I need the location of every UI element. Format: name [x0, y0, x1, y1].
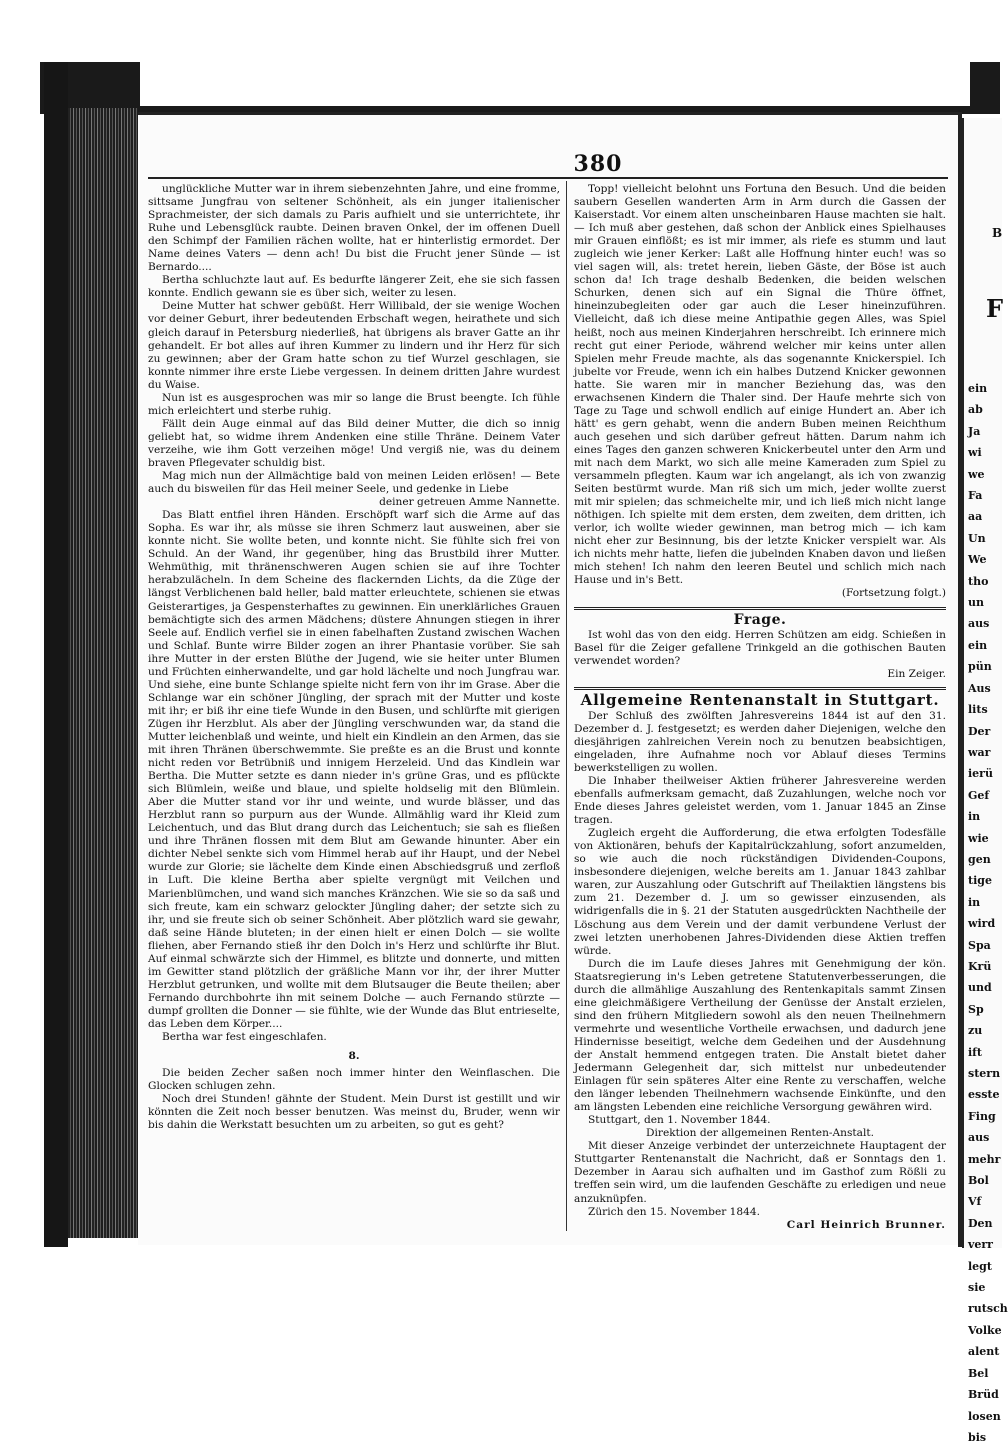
story-paragraph: Fällt dein Auge einmal auf das Bild deiner Mutter, die dich so innig geliebt hat, so widme ihrem Andenken eine stille Thräne. Deinem Vater verzeihe, wie ihm Gott verzeihen möge! Und vergiß nie, was du deinem braven Pflegevater schuldig bist.: [148, 417, 560, 469]
facing-page-word: Krü: [968, 959, 992, 973]
story-paragraph: unglückliche Mutter war in ihrem siebenzehnten Jahre, und eine fromme, sittsame Jungfrau von seltener Schönheit, als ein junger italienischer Sprachmeister, der sich damals zu Paris aufhielt und sie unterrichtete, ihr Ruhe und Lebensglück raubte. Deinen braven Onkel, der im offenen Duell den Schimpf der Familien rächen wollte, hat er hinterlistig ermordet. Der Name deines Vaters — denn ach! Du bist die Frucht jener Sünde — ist Bernardo....: [148, 183, 560, 274]
question-signer: Ein Zeiger.: [887, 667, 946, 680]
facing-page-word: Ja: [968, 424, 981, 438]
facing-page-word: in: [968, 895, 981, 909]
question-text: Ist wohl das von den eidg. Herren Schützen am eidg. Schießen in Basel für die Zeiger gefallene Trinkgeld an die gothischen Bauten verwendet worden?: [574, 628, 946, 667]
facing-page-word: sie: [968, 1281, 986, 1295]
facing-page-word: un: [968, 596, 984, 610]
story-paragraph: Das Blatt entfiel ihren Händen. Erschöpft warf sich die Arme auf das Sopha. Es war ihr, als müsse sie ihren Schmerz laut ausweinen, aber sie konnte nicht. Sie wollte beten, und konnte nicht. Sie fühlte sich frei von Schuld. An der Wand, ihr gegenüber, hing das Brustbild ihrer Mutter. Wehmüthig, mit thränenschweren Augen schien sie auf ihre Tochter herabzulächeln. In dem Scheine des flackernden Lichts, da die Züge der längst Verblichenen bald heller, bald matter erleuchtete, schienen sie etwas Geisterartiges, ja Gespensterhaftes zu gewinnen. Ein unerklärliches Grauen bemächtigte sich des armen Mädchens; düstere Ahnungen stiegen in ihrer Seele auf. Endlich verfiel sie in einen fabelhaften Zustand zwischen Wachen und Schlaf. Bunte wirre Bilder zogen an ihrer Phantasie vorüber. Sie sah ihre Mutter in der ersten Blüthe der Jugend, wie sie heiter unter Blumen und Früchten einherwandelte, und gar hold lächelte und noch Jungfrau war. Und siehe, eine bunte Schlange spielte nicht fern von ihr im Grase. Aber die Schlange war ein schöner Jüngling, der sprach mit der Mutter und koste mit ihr; er biß ihr eine tiefe Wunde in den Busen, und schlürfte mit gierigen Zügen ihr Herzblut. Als aber der Jüngling verschwunden war, da stand die Mutter leichenblaß und weinte, und hielt ein Kindlein an den Armen, das sie mit ihren Thränen überschwemmte. Sie preßte es an die Brust und konnte nicht reden vor Betrübniß und innigem Herzeleid. Und das Kindlein war Bertha. Die Mutter setzte es dann nieder in's grüne Gras, und es pflückte sich Blümlein, weiße und blaue, und spielte holdselig mit den Blümlein. Aber die Mutter stand vor ihr und weinte, und wurde blässer, und das Herzblut rann so purpurn aus der Wunde. Allmählig ward ihr Kleid zum Leichentuch, und das Blut drang durch das Leichentuch; sie sah es fließen und ihre Thränen flossen mit dem Blut am Gewande hinunter. Aber ein dichter Nebel senkte sich vom Himmel herab auf ihr Haupt, und der Nebel wurde zur Glorie; sie lächelte dem Kinde einen Abschiedsgruß und zerfloß in Luft. Die kleine Bertha aber spielte vergnügt mit Veilchen und Marienblümchen, und wand sich manches Kränzchen. Wie sie so da saß und sich freute, kam ein schwarz gelockter Jüngling daher; der setzte sich zu ihr, und sie freute sich ob seiner Schönheit. Aber plötzlich ward sie gewahr, daß seine Hände bluteten; in der einen hielt er einen Dolch — sie wollte fliehen, aber Fernando stieß ihr den Dolch in's Herz und schlürfte ihr Blut. Auf einmal schwärzte sich der Himmel, es blitzte und donnerte, und mitten im Gewitter stand plötzlich der gräßliche Mann vor ihr, der ihrer Mutter Herzblut getrunken, und wollte mit dem Blutsauger die Beute theilen; aber Fernando durchbohrte ihn mit seinem Dolche — auch Fernando stürzte — dumpf grollten die Donner — sie fühlte, wie der Wunde das Blut entrieselte, das Leben dem Körper....: [148, 509, 560, 1030]
story-paragraphs-part3: [148, 1067, 560, 1132]
story-paragraph: Die beiden Zecher saßen noch immer hinter den Weinflaschen. Die Glocken schlugen zehn.: [148, 1067, 560, 1093]
page-number: 380: [563, 151, 633, 179]
notice-agent-signature: Carl Heinrich Brunner.: [786, 1218, 946, 1231]
facing-page-word: aa: [968, 510, 983, 524]
notice-agent-paragraph: Mit dieser Anzeige verbindet der unterzeichnete Hauptagent der Stuttgarter Rentenanstalt die Nachricht, daß er Sonntags den 1. Dezember in Aarau sich aufhalten und im Gasthof zum Rößli zu treffen sein wird, um die laufenden Geschäfte zu erledigen und neue anzuknüpfen.: [574, 1140, 946, 1205]
notice-paragraph: Der Schluß des zwölften Jahresvereins 1844 ist auf den 31. Dezember d. J. festgesetzt; es werden daher Diejenigen, welche den diesjährigen zahlreichen Verein noch zu benutzen beabsichtigen, eingeladen, ihre Aufnahme noch vor Ablauf dieses Termins bewerkstelligen zu wollen.: [574, 709, 946, 774]
story-paragraphs-part2: [148, 509, 560, 1044]
story-paragraphs-part1: [148, 183, 560, 496]
story-paragraph: Bertha schluchzte laut auf. Es bedurfte längerer Zeit, ehe sie sich fassen konnte. Endlich gewann sie es über sich, weiter zu lesen.: [148, 274, 560, 300]
facing-page-word: zu: [968, 1024, 983, 1038]
scan-background-gap: [140, 62, 970, 106]
facing-page-word: Der: [968, 724, 991, 738]
facing-page-words: [964, 378, 1008, 1448]
facing-page-word: ift: [968, 1045, 982, 1059]
facing-page-word: Spa: [968, 938, 991, 952]
facing-page-word: legt: [968, 1259, 992, 1273]
notice-paragraph: Die Inhaber theilweiser Aktien früherer Jahresvereine werden ebenfalls aufmerksam gemacht, daß Zuzahlungen, welche noch vor Ende dieses Jahres geleistet werden, vom 1. Januar 1845 an Zinse tragen.: [574, 775, 946, 827]
facing-page-word: pün: [968, 660, 992, 674]
story-paragraph: Nun ist es ausgesprochen was mir so lange die Brust beengte. Ich fühle mich erleichtert und sterbe ruhig.: [148, 391, 560, 417]
facing-page-word: mehr: [968, 1152, 1001, 1166]
facing-page-word: Sp: [968, 1002, 984, 1016]
left-column: [148, 183, 560, 1132]
column-divider: [566, 181, 567, 1231]
facing-page-word: wird: [968, 917, 996, 931]
facing-page-word: und: [968, 981, 992, 995]
facing-page-word: aus: [968, 1131, 990, 1145]
letter-closing: deiner getreuen Amme Nannette.: [379, 496, 560, 509]
book-page-edges: [68, 108, 138, 1238]
facing-page-word: gen: [968, 852, 991, 866]
facing-page-word: ab: [968, 403, 983, 417]
facing-page-word: Den: [968, 1216, 993, 1230]
facing-page-word: wi: [968, 446, 982, 460]
story-paragraph: Mag mich nun der Allmächtige bald von meinen Leiden erlösen! — Bete auch du bisweilen für das Heil meiner Seele, und gedenke in Liebe: [148, 470, 560, 496]
newspaper-page: [138, 112, 958, 1245]
notice-paragraph: Durch die im Laufe dieses Jahres mit Genehmigung der kön. Staatsregierung in's Leben getretene Statutenverbesserungen, die durch die allmählige Auszahlung des Rentenkapitals sammt Zinsen eine gleichmäßigere Vertheilung der Genüsse der Anstalt erzielen, sind den frühern Mitgliedern sowohl als den neuen Theilnehmern vermehrte und wesentliche Vortheile erwachsen, und dadurch jene Hindernisse beseitigt, welche dem Gedeihen und der Ausdehnung der Anstalt hemmend entgegen traten. Die Anstalt bietet daher Jedermann Gelegenheit dar, sich mittelst nur unbedeutender Einlagen für sein späteres Alter eine Rente zu verschaffen, welche den länger lebenden Theilnehmern wachsende Einkünfte, und den am längsten Lebenden eine reichliche Versorgung gewähren wird.: [574, 957, 946, 1114]
facing-page-word: in: [968, 810, 981, 824]
facing-page-word: Bel: [968, 1366, 989, 1380]
scan-background-left: [44, 62, 68, 1247]
facing-page-word: esste: [968, 1088, 1000, 1102]
facing-page-word: Gef: [968, 788, 990, 802]
chapter-number: 8.: [348, 1050, 360, 1063]
facing-page-word: bis: [968, 1430, 987, 1444]
story-continuation: [574, 183, 946, 587]
facing-page-letter-big: F: [986, 294, 1004, 323]
facing-page-word: tho: [968, 574, 989, 588]
story-paragraph: Topp! vielleicht belohnt uns Fortuna den Besuch. Und die beiden saubern Gesellen wanderten Arm in Arm durch die Gassen der Kaiserstadt. Vor einem alten unscheinbaren Hause machten sie halt. — Ich muß aber gestehen, daß schon der Anblick eines Spielhauses mir Grauen einflößt; es ist mir immer, als riefe es stumm und laut zugleich wie jener Kerker: Laßt alle Hoffnung hinter euch! was so viel sagen will, als: tretet herein, lieben Gäste, der Böse ist auch schon da! Ich trage deshalb Bedenken, die beiden welschen Schurken, denen sich auf ein Signal die Thüre öffnet, hineinzubegleiten oder gar auch die Leser hineinzuführen. Vielleicht, daß ich diese meine Antipathie gegen Alles, was Spiel heißt, noch aus meinen Kinderjahren herschreibt. Ich erinnere mich recht gut einer Periode, während welcher mir keins unter allen Spielen mehr Freude machte, als das sogenannte Knickerspiel. Ich jubelte vor Freude, wenn ich ein halbes Dutzend Knicker gewonnen hatte. Sie waren mir in mancher Beziehung das, was den erwachsenen Kindern die Thaler sind. Der Haufe mehrte sich von Tage zu Tage und schwoll endlich auf einige Hundert an. Aber ich hätt' es gern gehabt, wenn die andern Buben meinen Reichthum auch gesehen und sich darüber gefreut hätten. Darum nahm ich eines Tages den ganzen schweren Knickerbeutel unter den Arm und mit nach dem Markt, wo sich alle meine Kameraden zum Spiel zu versammeln pflegten. Kaum war ich angelangt, als ich von zwanzig Seiten bestürmt wurde. Man riß sich um mich, jeder wollte zuerst mit mir spielen; das schmeichelte mir, und ich ließ mich nicht lange nöthigen. Ich spielte mit dem ersten, dem zweiten, dem dritten, ich verlor, ich wollte wieder gewinnen, man betrog mich — ich kam nicht eher zur Besinnung, bis der letzte Knicker verspielt war. Als ich nichts mehr hatte, liefen die jubelnden Knaben davon und ließen mich stehen! Ich nahm den leeren Beutel und schlich mich nach Hause und in's Bett.: [574, 183, 946, 587]
facing-page-word: Vf: [968, 1195, 982, 1209]
facing-page-word: Un: [968, 531, 986, 545]
notice-paragraph: Zugleich ergeht die Aufforderung, die etwa erfolgten Todesfälle von Aktionären, behufs der Kapitalrückzahlung, sofort anzumelden, so wie auch die noch rückständigen Dividenden-Coupons, insbesondere diejenigen, welche bereits am 1. Januar 1843 zahlbar waren, zur Auszahlung oder Gutschrift auf Theilaktien längstens bis zum 21. Dezember d. J. um so gewisser einzusenden, als widrigenfalls die in §. 21 der Statuten ausgedrückten Nachtheile der Löschung aus dem Verein und der damit verbundene Verlust der zwei letzten unerhobenen Jahres-Dividenden diese Aktien treffen würde.: [574, 827, 946, 957]
facing-page-word: we: [968, 467, 985, 481]
right-column: [574, 183, 946, 1232]
facing-page-word: tige: [968, 874, 992, 888]
facing-page-word: We: [968, 553, 987, 567]
story-paragraph: Noch drei Stunden! gähnte der Student. Mein Durst ist gestillt und wir könnten die Zeit noch besser benutzen. Was meinst du, Bruder, wenn wir bis dahin die Werkstatt besuchten um zu arbeiten, so gut es geht?: [148, 1093, 560, 1132]
story-paragraph: Deine Mutter hat schwer gebüßt. Herr Willibald, der sie wenige Wochen vor deiner Geburt, ihrer bedeutenden Erbschaft wegen, heirathete und sich gleich darauf in Petersburg niederließ, hat übrigens als braver Gatte an ihr gehandelt. Er bot alles auf ihren Kummer zu lindern und ihr Herz für sich zu gewinnen; aber der Gram hatte schon zu tief Wurzel geschlagen, sie konnte nimmer ihre erste Liebe vergessen. In deinem dritten Jahre wurdest du Waise.: [148, 300, 560, 391]
facing-page-word: verr: [968, 1238, 993, 1252]
facing-page-word: losen: [968, 1409, 1001, 1423]
question-heading: Frage.: [733, 611, 787, 628]
facing-page-word: Brüd: [968, 1388, 999, 1402]
header-rule: [148, 177, 948, 179]
section-rule: [574, 687, 946, 690]
notice-place-date: Zürich den 15. November 1844.: [588, 1205, 760, 1218]
facing-page-word: ierü: [968, 767, 993, 781]
facing-page-word: ein: [968, 638, 988, 652]
notice-paragraphs: [574, 710, 946, 1114]
notice-date: Stuttgart, den 1. November 1844.: [588, 1114, 771, 1127]
facing-page-word: aus: [968, 617, 990, 631]
section-rule: [574, 607, 946, 610]
facing-page-word: Aus: [968, 681, 991, 695]
facing-page-word: war: [968, 745, 991, 759]
story-paragraph: Bertha war fest eingeschlafen.: [162, 1031, 327, 1044]
facing-page-fragment: [962, 118, 1008, 1444]
facing-page-word: wie: [968, 831, 989, 845]
facing-page-word: Fa: [968, 489, 983, 503]
facing-page-word: Volke: [968, 1323, 1002, 1337]
facing-page-word: stern: [968, 1067, 1001, 1080]
continuation-note: (Fortsetzung folgt.): [841, 587, 946, 600]
notice-heading: Allgemeine Rentenanstalt in Stuttgart.: [580, 690, 940, 709]
notice-signed-by: Direktion der allgemeinen Renten-Anstalt.: [646, 1127, 874, 1140]
facing-page-word: ein: [968, 382, 988, 395]
facing-page-word: alent: [968, 1345, 1000, 1359]
facing-page-word: Fing: [968, 1109, 996, 1123]
facing-page-word: lits: [968, 703, 988, 717]
facing-page-word: rutsch: [968, 1302, 1008, 1316]
facing-page-word: Bol: [968, 1174, 989, 1188]
facing-page-letter-small: B: [992, 226, 1003, 240]
